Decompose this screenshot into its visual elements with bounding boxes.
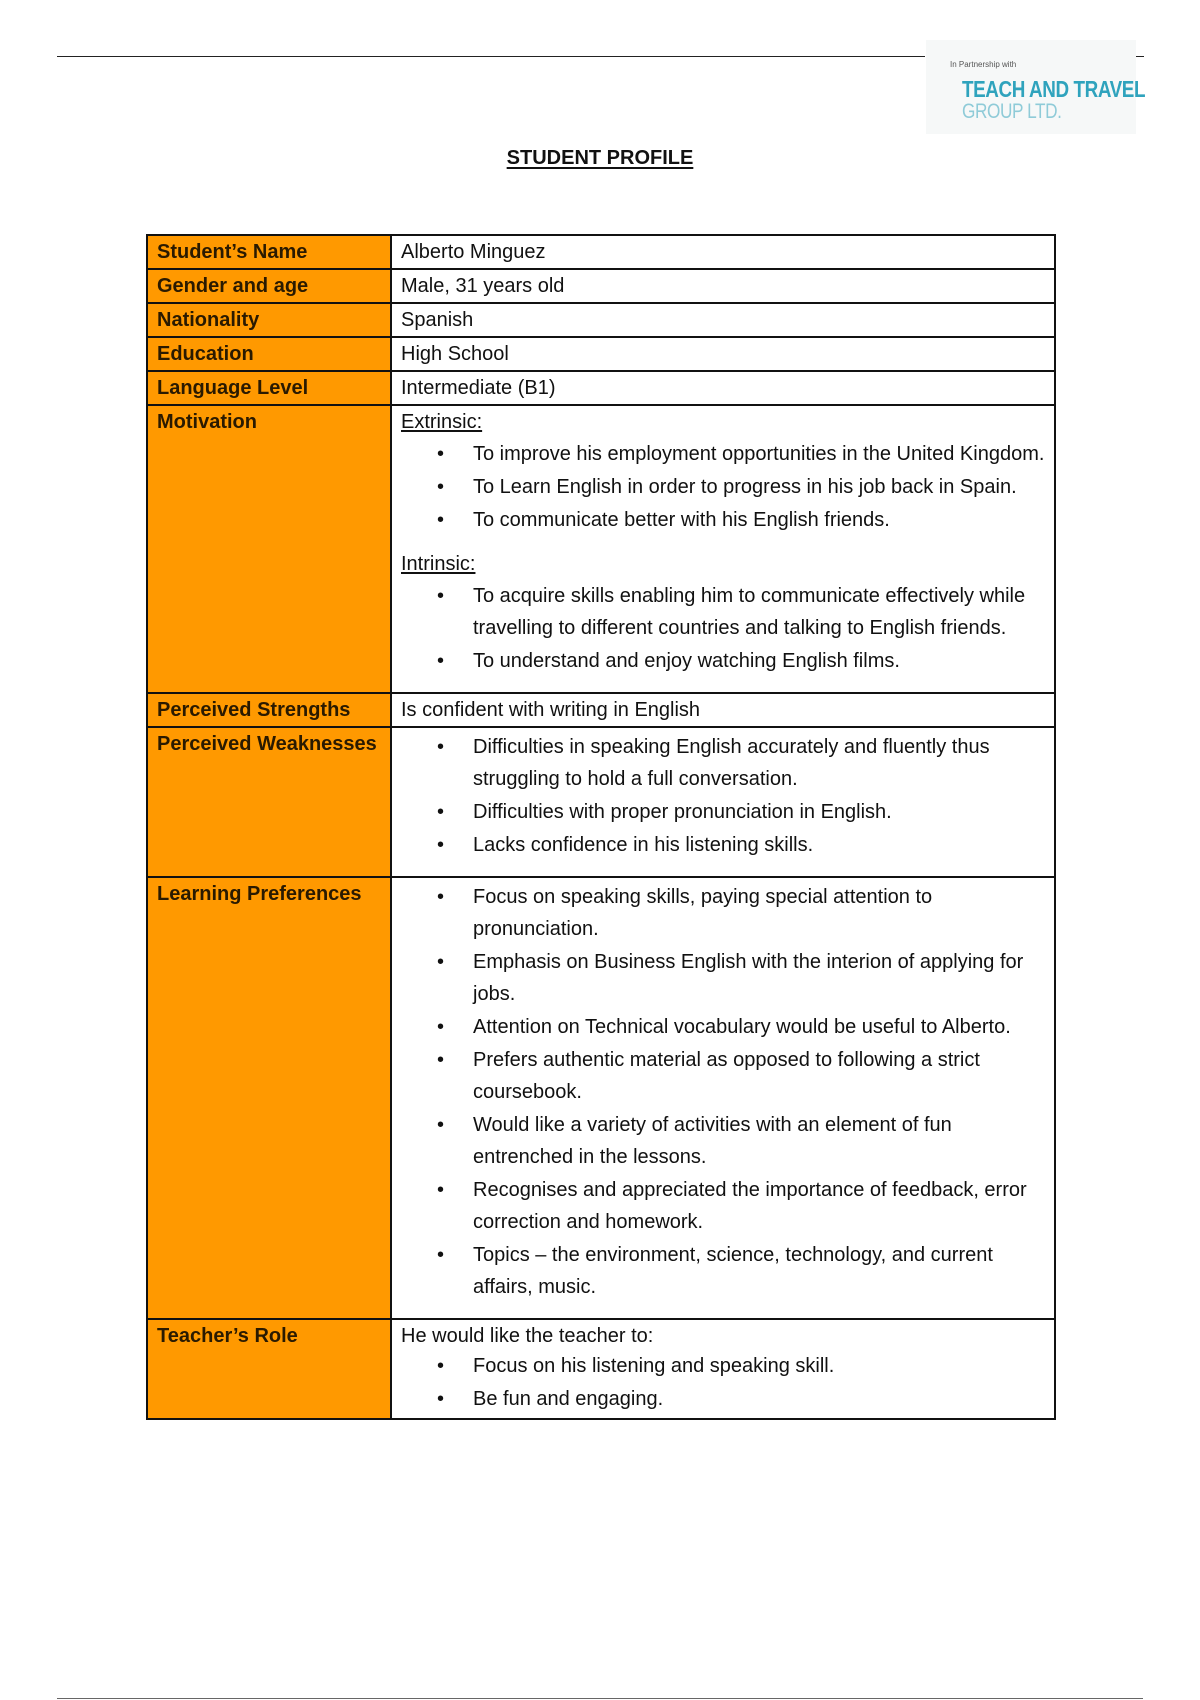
- list-item: • Recognises and appreciated the importance of feedback, error correction and homework.: [473, 1174, 1045, 1238]
- label-language-level: Language Level: [147, 371, 391, 405]
- list-item: • Be fun and engaging.: [473, 1383, 1045, 1415]
- logo-line-2: GROUP LTD.: [962, 100, 1062, 123]
- footer-rule: [57, 1698, 1143, 1699]
- list-item: • Prefers authentic material as opposed to following a strict coursebook.: [473, 1044, 1045, 1108]
- list-item: • Focus on speaking skills, paying special attention to pronunciation.: [473, 881, 1045, 945]
- list-item: • Emphasis on Business English with the interion of applying for jobs.: [473, 946, 1045, 1010]
- label-weaknesses: Perceived Weaknesses: [147, 727, 391, 877]
- list-item: • To understand and enjoy watching English films.: [473, 645, 1045, 677]
- label-strengths: Perceived Strengths: [147, 693, 391, 727]
- value-gender-age: Male, 31 years old: [391, 269, 1055, 303]
- list-item: • Attention on Technical vocabulary would be useful to Alberto.: [473, 1011, 1045, 1043]
- list-item: • To acquire skills enabling him to communicate effectively while travelling to different countries and talking to English friends.: [473, 580, 1045, 644]
- row-strengths: [147, 693, 1055, 727]
- value-motivation: [391, 405, 1055, 693]
- label-teacher-role: Teacher’s Role: [147, 1319, 391, 1419]
- list-item: • Would like a variety of activities with an element of fun entrenched in the lessons.: [473, 1109, 1045, 1173]
- row-nationality: [147, 303, 1055, 337]
- value-weaknesses: [391, 727, 1055, 877]
- teacher-role-list: [401, 1350, 1045, 1415]
- list-item: • To Learn English in order to progress in his job back in Spain.: [473, 471, 1045, 503]
- label-preferences: Learning Preferences: [147, 877, 391, 1319]
- partner-logo: [926, 40, 1146, 134]
- value-preferences: [391, 877, 1055, 1319]
- row-preferences: [147, 877, 1055, 1319]
- label-motivation: Motivation: [147, 405, 391, 693]
- row-education: [147, 337, 1055, 371]
- teacher-role-intro: He would like the teacher to:: [401, 1325, 654, 1347]
- logo-tagline: In Partnership with: [950, 60, 1017, 69]
- list-item: • Topics – the environment, science, technology, and current affairs, music.: [473, 1239, 1045, 1303]
- label-gender-age: Gender and age: [147, 269, 391, 303]
- row-language-level: [147, 371, 1055, 405]
- row-teacher-role: [147, 1319, 1055, 1419]
- header-rule-end: [1136, 56, 1144, 57]
- label-name: Student’s Name: [147, 235, 391, 269]
- row-motivation: [147, 405, 1055, 693]
- list-item: • Focus on his listening and speaking skill.: [473, 1350, 1045, 1382]
- label-nationality: Nationality: [147, 303, 391, 337]
- row-gender-age: [147, 269, 1055, 303]
- list-item: • Difficulties in speaking English accurately and fluently thus struggling to hold a full conversation.: [473, 731, 1045, 795]
- intrinsic-list: [401, 580, 1045, 677]
- value-strengths: Is confident with writing in English: [391, 693, 1055, 727]
- list-item: • Lacks confidence in his listening skills.: [473, 829, 1045, 861]
- student-profile-table: [146, 234, 1056, 1420]
- label-education: Education: [147, 337, 391, 371]
- list-item: • To communicate better with his English friends.: [473, 504, 1045, 536]
- value-teacher-role: [391, 1319, 1055, 1419]
- preferences-list: [401, 881, 1045, 1303]
- intrinsic-heading: Intrinsic:: [401, 553, 476, 575]
- extrinsic-heading: Extrinsic:: [401, 411, 483, 433]
- list-item: • Difficulties with proper pronunciation in English.: [473, 796, 1045, 828]
- row-name: [147, 235, 1055, 269]
- extrinsic-list: [401, 438, 1045, 536]
- value-education: High School: [391, 337, 1055, 371]
- header-rule: [57, 56, 925, 57]
- value-name: Alberto Minguez: [391, 235, 1055, 269]
- logo-line-1: TEACH AND TRAVEL: [962, 76, 1146, 102]
- weaknesses-list: [401, 731, 1045, 861]
- value-language-level: Intermediate (B1): [391, 371, 1055, 405]
- row-weaknesses: [147, 727, 1055, 877]
- list-item: • To improve his employment opportunities in the United Kingdom.: [473, 438, 1045, 470]
- page-title: [0, 147, 1200, 170]
- page-title-text: STUDENT PROFILE: [506, 147, 694, 169]
- value-nationality: Spanish: [391, 303, 1055, 337]
